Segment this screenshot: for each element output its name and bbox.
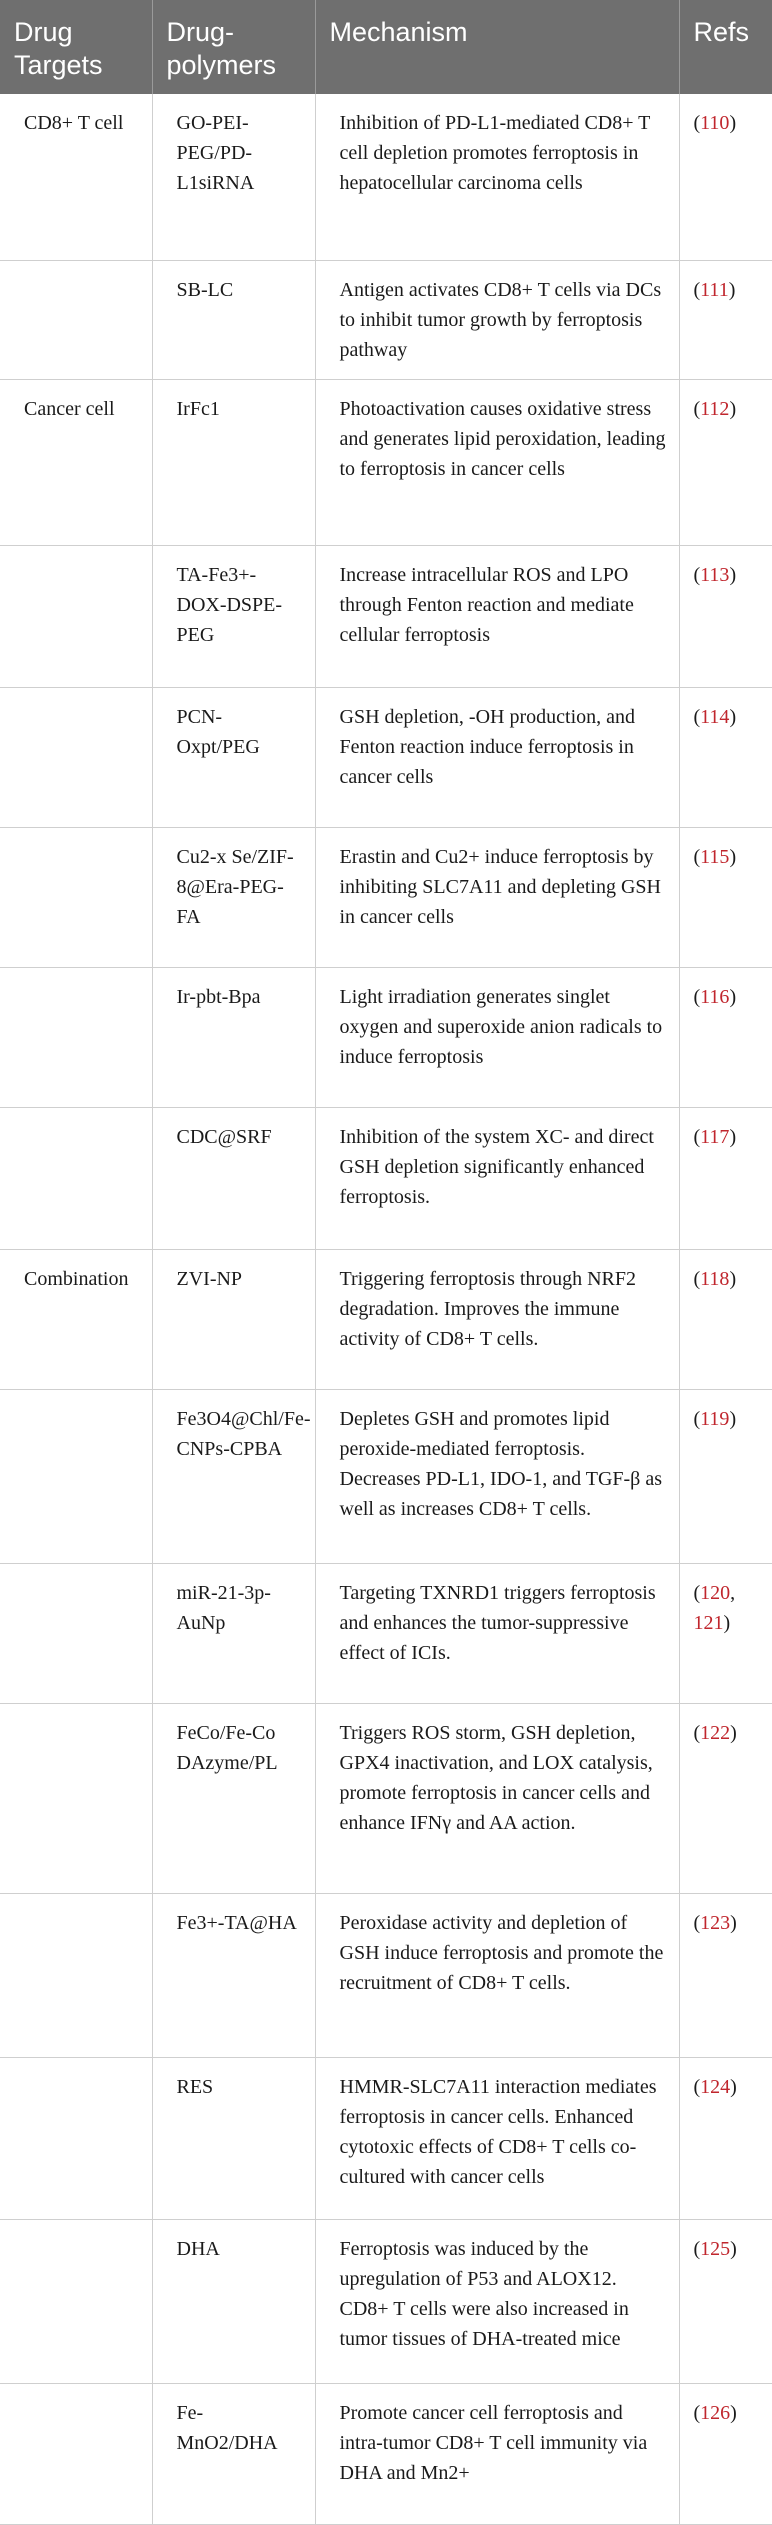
cell-refs: (120, 121) — [679, 1563, 772, 1703]
table-row — [0, 967, 772, 1107]
cell-drug-polymer: ZVI-NP — [152, 1249, 315, 1389]
cell-mechanism: Peroxidase activity and depletion of GSH induce ferroptosis and promote the recruitment of CD8+ T cells. — [315, 1893, 679, 2057]
header-refs: Refs — [679, 0, 772, 94]
table-row — [0, 687, 772, 827]
reference-link[interactable]: 112 — [700, 397, 730, 420]
cell-drug-target — [0, 2057, 152, 2219]
table-row — [0, 1389, 772, 1563]
cell-refs: (116) — [679, 967, 772, 1107]
reference-link[interactable]: 116 — [700, 985, 730, 1008]
reference-link[interactable]: 120 — [700, 1581, 731, 1604]
table-row — [0, 1107, 772, 1249]
table-row — [0, 1563, 772, 1703]
cell-refs: (125) — [679, 2219, 772, 2383]
cell-refs: (113) — [679, 545, 772, 687]
cell-refs: (118) — [679, 1249, 772, 1389]
cell-drug-polymer: TA-Fe3+-DOX-DSPE-PEG — [152, 545, 315, 687]
cell-drug-target — [0, 1563, 152, 1703]
cell-drug-polymer: Ir-pbt-Bpa — [152, 967, 315, 1107]
cell-refs: (117) — [679, 1107, 772, 1249]
cell-drug-target — [0, 1893, 152, 2057]
cell-refs: (122) — [679, 1703, 772, 1893]
cell-mechanism: Erastin and Cu2+ induce ferroptosis by inhibiting SLC7A11 and depleting GSH in cancer cells — [315, 827, 679, 967]
table-row — [0, 379, 772, 545]
cell-refs: (114) — [679, 687, 772, 827]
header-drug-polymers: Drug-polymers — [152, 0, 315, 94]
cell-drug-polymer: GO-PEI-PEG/PD-L1siRNA — [152, 94, 315, 260]
cell-drug-polymer: Fe3+-TA@HA — [152, 1893, 315, 2057]
table-row — [0, 1893, 772, 2057]
cell-drug-target — [0, 2219, 152, 2383]
table-row — [0, 1249, 772, 1389]
cell-drug-target: Combination — [0, 1249, 152, 1389]
table-header — [0, 0, 772, 94]
reference-link[interactable]: 115 — [700, 845, 730, 868]
cell-drug-polymer: IrFc1 — [152, 379, 315, 545]
cell-refs: (115) — [679, 827, 772, 967]
cell-refs: (111) — [679, 260, 772, 379]
cell-mechanism: Ferroptosis was induced by the upregulation of P53 and ALOX12. CD8+ T cells were also increased in tumor tissues of DHA-treated mice — [315, 2219, 679, 2383]
table-row — [0, 2383, 772, 2524]
cell-mechanism: Inhibition of the system XC- and direct GSH depletion significantly enhanced ferroptosis. — [315, 1107, 679, 1249]
cell-drug-target: CD8+ T cell — [0, 94, 152, 260]
cell-refs: (112) — [679, 379, 772, 545]
cell-drug-polymer: DHA — [152, 2219, 315, 2383]
cell-drug-target — [0, 1703, 152, 1893]
cell-drug-target — [0, 260, 152, 379]
cell-mechanism: Increase intracellular ROS and LPO through Fenton reaction and mediate cellular ferroptosis — [315, 545, 679, 687]
reference-link[interactable]: 113 — [700, 563, 730, 586]
cell-drug-target: Cancer cell — [0, 379, 152, 545]
cell-mechanism: Depletes GSH and promotes lipid peroxide-mediated ferroptosis. Decreases PD-L1, IDO-1, and TGF-β as well as increases CD8+ T cells. — [315, 1389, 679, 1563]
cell-mechanism: Targeting TXNRD1 triggers ferroptosis and enhances the tumor-suppressive effect of ICIs. — [315, 1563, 679, 1703]
cell-mechanism: Antigen activates CD8+ T cells via DCs to inhibit tumor growth by ferroptosis pathway — [315, 260, 679, 379]
header-drug-targets: Drug Targets — [0, 0, 152, 94]
table-body — [0, 94, 772, 2524]
table-row — [0, 827, 772, 967]
reference-link[interactable]: 118 — [700, 1267, 730, 1290]
cell-mechanism: Triggers ROS storm, GSH depletion, GPX4 inactivation, and LOX catalysis, promote ferroptosis in cancer cells and enhance IFNγ and AA action. — [315, 1703, 679, 1893]
cell-mechanism: Photoactivation causes oxidative stress and generates lipid peroxidation, leading to ferroptosis in cancer cells — [315, 379, 679, 545]
reference-link[interactable]: 117 — [700, 1125, 730, 1148]
table-row — [0, 94, 772, 260]
cell-drug-polymer: CDC@SRF — [152, 1107, 315, 1249]
reference-link[interactable]: 110 — [700, 112, 730, 134]
cell-drug-target — [0, 2383, 152, 2524]
reference-link[interactable]: 121 — [693, 1611, 724, 1634]
reference-link[interactable]: 119 — [700, 1407, 730, 1430]
cell-mechanism: Inhibition of PD-L1-mediated CD8+ T cell depletion promotes ferroptosis in hepatocellular carcinoma cells — [315, 94, 679, 260]
cell-drug-target — [0, 1107, 152, 1249]
reference-link[interactable]: 123 — [700, 1911, 731, 1934]
table-row — [0, 2057, 772, 2219]
cell-mechanism: Triggering ferroptosis through NRF2 degradation. Improves the immune activity of CD8+ T cells. — [315, 1249, 679, 1389]
reference-link[interactable]: 124 — [700, 2075, 731, 2098]
cell-drug-polymer: Cu2-x Se/ZIF-8@Era-PEG-FA — [152, 827, 315, 967]
reference-link[interactable]: 126 — [700, 2401, 731, 2424]
cell-mechanism: GSH depletion, -OH production, and Fenton reaction induce ferroptosis in cancer cells — [315, 687, 679, 827]
cell-refs: (119) — [679, 1389, 772, 1563]
cell-mechanism: HMMR-SLC7A11 interaction mediates ferroptosis in cancer cells. Enhanced cytotoxic effects of CD8+ T cells co-cultured with cancer cells — [315, 2057, 679, 2219]
table-row — [0, 260, 772, 379]
cell-drug-target — [0, 1389, 152, 1563]
cell-refs: (126) — [679, 2383, 772, 2524]
header-mechanism: Mechanism — [315, 0, 679, 94]
cell-drug-target — [0, 545, 152, 687]
cell-refs: (124) — [679, 2057, 772, 2219]
cell-drug-polymer: RES — [152, 2057, 315, 2219]
cell-mechanism: Light irradiation generates singlet oxygen and superoxide anion radicals to induce ferroptosis — [315, 967, 679, 1107]
table-row — [0, 2219, 772, 2383]
cell-drug-target — [0, 687, 152, 827]
cell-drug-polymer: PCN-Oxpt/PEG — [152, 687, 315, 827]
table-row — [0, 545, 772, 687]
table-row — [0, 1703, 772, 1893]
cell-refs: (123) — [679, 1893, 772, 2057]
reference-link[interactable]: 125 — [700, 2237, 731, 2260]
reference-link[interactable]: 114 — [700, 705, 730, 728]
cell-drug-polymer: miR-21-3p-AuNp — [152, 1563, 315, 1703]
cell-drug-polymer: Fe-MnO2/DHA — [152, 2383, 315, 2524]
cell-drug-target — [0, 967, 152, 1107]
reference-link[interactable]: 122 — [700, 1721, 731, 1744]
cell-refs: (110) — [679, 94, 772, 260]
cell-mechanism: Promote cancer cell ferroptosis and intra-tumor CD8+ T cell immunity via DHA and Mn2+ — [315, 2383, 679, 2524]
cell-drug-polymer: FeCo/Fe-Co DAzyme/PL — [152, 1703, 315, 1893]
reference-link[interactable]: 111 — [700, 278, 729, 301]
cell-drug-polymer: SB-LC — [152, 260, 315, 379]
cell-drug-polymer: Fe3O4@Chl/Fe-CNPs-CPBA — [152, 1389, 315, 1563]
cell-drug-target — [0, 827, 152, 967]
